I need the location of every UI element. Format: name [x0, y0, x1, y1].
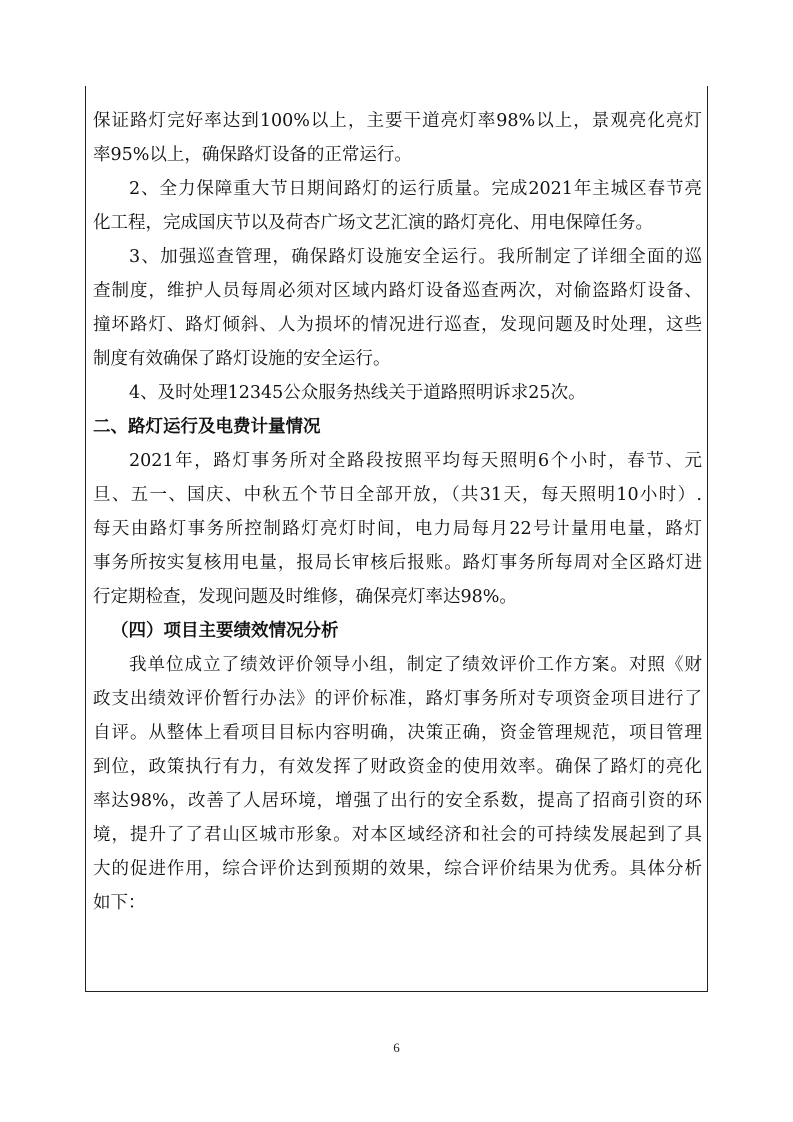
page-number: 6	[393, 1040, 400, 1055]
text-line: 如下：	[93, 893, 146, 913]
text-line: 政支出绩效评价暂行办法》的评价标准，路灯事务所对专项资金项目进行了	[93, 689, 702, 709]
text-line: 事务所按实复核用电量，报局长审核后报账。路灯事务所每周对全区路灯进	[93, 553, 702, 573]
text-line: 化工程，完成国庆节以及荷杏广场文艺汇演的路灯亮化、用电保障任务。	[93, 213, 653, 233]
text-line: 行定期检查，发现问题及时维修，确保亮灯率达98%。	[93, 587, 517, 607]
text-line: 2、全力保障重大节日期间路灯的运行质量。完成2021年主城区春节亮	[129, 179, 702, 199]
text-line: 率达98%，改善了人居环境，增强了出行的安全系数，提高了招商引资的环	[93, 791, 702, 811]
text-line: 3、加强巡查管理，确保路灯设施安全运行。我所制定了详细全面的巡	[129, 247, 702, 267]
text-line: 率95%以上，确保路灯设备的正常运行。	[93, 145, 412, 165]
text-line: 大的促进作用，综合评价达到预期的效果，综合评价结果为优秀。具体分析	[93, 859, 702, 879]
section-heading: 二、路灯运行及电费计量情况	[93, 417, 321, 437]
text-line: 每天由路灯事务所控制路灯亮灯时间，电力局每月22号计量用电量，路灯	[93, 519, 702, 539]
text-line: 4、及时处理12345公众服务热线关于道路照明诉求25次。	[129, 383, 586, 403]
text-line: 境，提升了了君山区城市形象。对本区域经济和社会的可持续发展起到了具	[93, 825, 702, 845]
document-body	[93, 104, 702, 920]
text-line: 到位，政策执行有力，有效发挥了财政资金的使用效率。确保了路灯的亮化	[93, 757, 702, 777]
text-line: 旦、五一、国庆、中秋五个节日全部开放，（共31天，每天照明10小时）.	[93, 485, 702, 505]
text-line: 制度有效确保了路灯设施的安全运行。	[93, 349, 391, 369]
text-line: 撞坏路灯、路灯倾斜、人为损坏的情况进行巡查，发现问题及时处理，这些	[93, 315, 702, 335]
text-line: 自评。从整体上看项目目标内容明确，决策正确，资金管理规范，项目管理	[93, 723, 702, 743]
text-line: 保证路灯完好率达到100%以上，主要干道亮灯率98%以上，景观亮化亮灯	[93, 111, 702, 131]
text-line: 查制度，维护人员每周必须对区域内路灯设备巡查两次，对偷盗路灯设备、	[93, 281, 702, 301]
text-line: 我单位成立了绩效评价领导小组，制定了绩效评价工作方案。对照《财	[129, 655, 702, 675]
subsection-heading: （四）项目主要绩效情况分析	[111, 621, 339, 641]
text-line: 2021年，路灯事务所对全路段按照平均每天照明6个小时，春节、元	[129, 451, 702, 471]
